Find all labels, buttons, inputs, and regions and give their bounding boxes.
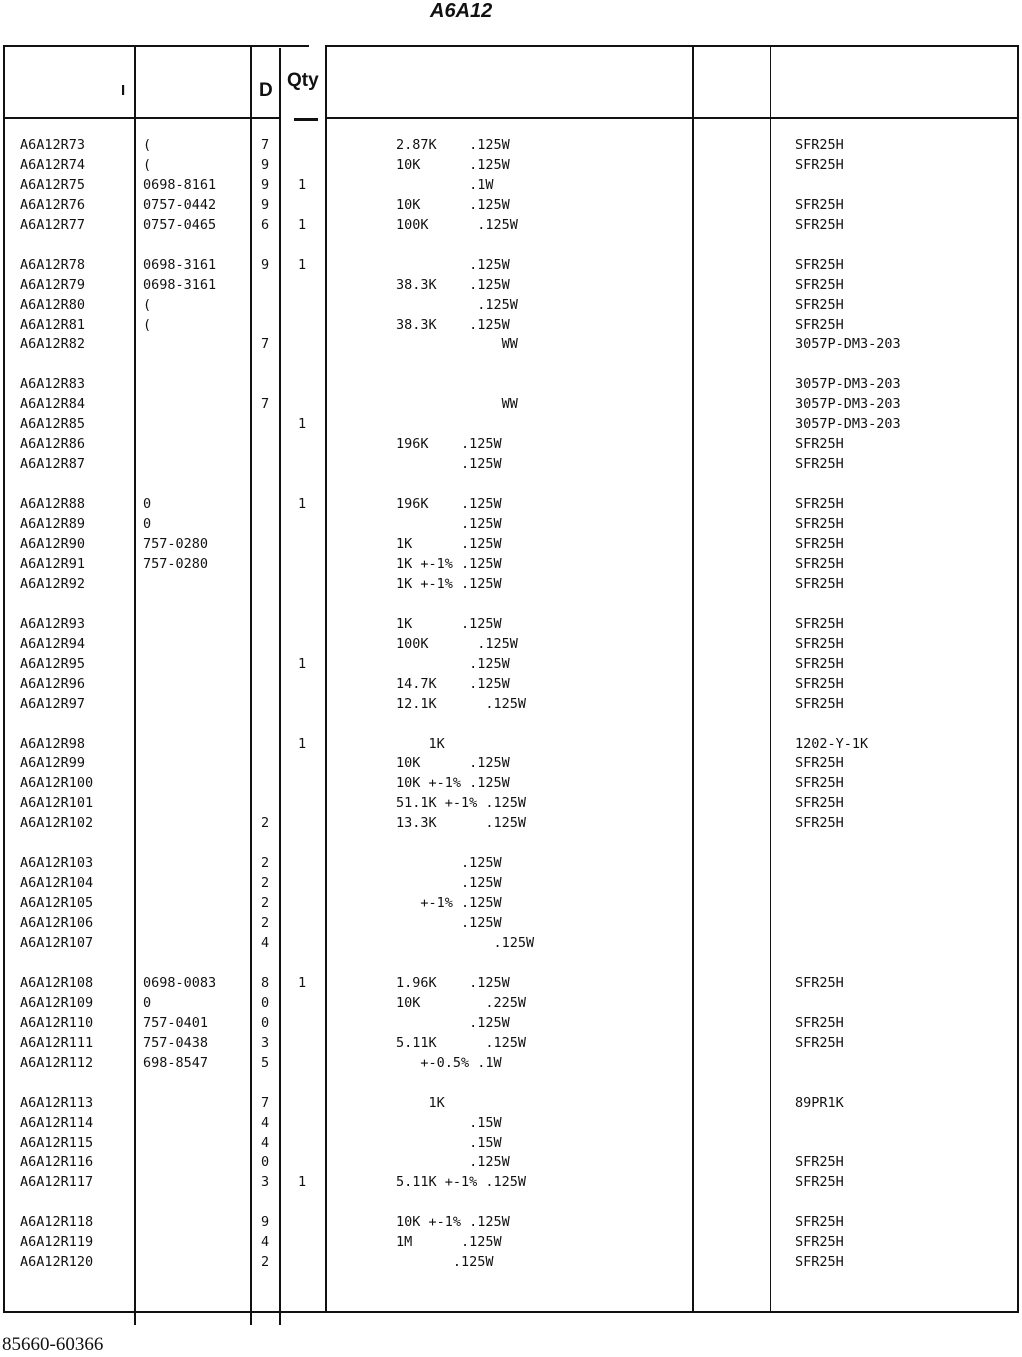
part-number-cell: 698-8547 (143, 1055, 209, 1071)
mfr-part-number-cell: SFR25H (795, 656, 844, 672)
reference-designator-cell: A6A12R80 (20, 297, 86, 313)
description-cell: +-0.5% .1W (396, 1055, 502, 1071)
description-cell: +-1% .125W (396, 895, 502, 911)
reference-designator-cell: A6A12R86 (20, 436, 86, 452)
reference-designator-cell: A6A12R100 (20, 775, 94, 791)
quantity-cell: 1 (298, 656, 307, 672)
description-cell: .125W (396, 516, 502, 532)
reference-designator-cell: A6A12R73 (20, 137, 86, 153)
description-cell: 1K .125W (396, 616, 502, 632)
mfr-part-number-cell: SFR25H (795, 1254, 844, 1270)
reference-designator-cell: A6A12R114 (20, 1115, 94, 1131)
header-col3-mark: D (259, 80, 273, 101)
check-digit-cell: 4 (261, 1234, 270, 1250)
mfr-part-number-cell: SFR25H (795, 516, 844, 532)
mfr-part-number-cell: SFR25H (795, 556, 844, 572)
reference-designator-cell: A6A12R107 (20, 935, 94, 951)
reference-designator-cell: A6A12R75 (20, 177, 86, 193)
description-cell: 1K .125W (396, 536, 502, 552)
mfr-part-number-cell: SFR25H (795, 456, 844, 472)
mfr-part-number-cell: SFR25H (795, 676, 844, 692)
description-cell: 2.87K .125W (396, 137, 510, 153)
reference-designator-cell: A6A12R89 (20, 516, 86, 532)
mfr-part-number-cell: SFR25H (795, 1035, 844, 1051)
quantity-cell: 1 (298, 177, 307, 193)
part-number-cell: 0 (143, 516, 152, 532)
mfr-part-number-cell: SFR25H (795, 277, 844, 293)
check-digit-cell: 8 (261, 975, 270, 991)
part-number-cell: 757-0401 (143, 1015, 209, 1031)
description-cell: .125W (396, 656, 510, 672)
description-cell: .125W (396, 297, 518, 313)
description-cell: 51.1K +-1% .125W (396, 795, 527, 811)
check-digit-cell: 0 (261, 995, 270, 1011)
reference-designator-cell: A6A12R78 (20, 257, 86, 273)
document-number: 85660-60366 (2, 1334, 104, 1355)
quantity-cell: 1 (298, 975, 307, 991)
check-digit-cell: 9 (261, 157, 270, 173)
part-number-cell: ( (143, 157, 152, 173)
mfr-part-number-cell: SFR25H (795, 696, 844, 712)
mfr-part-number-cell: SFR25H (795, 1154, 844, 1170)
mfr-part-number-cell: SFR25H (795, 317, 844, 333)
reference-designator-cell: A6A12R105 (20, 895, 94, 911)
mfr-part-number-cell: SFR25H (795, 137, 844, 153)
check-digit-cell: 2 (261, 875, 270, 891)
description-cell: 12.1K .125W (396, 696, 527, 712)
reference-designator-cell: A6A12R117 (20, 1174, 94, 1190)
part-number-cell: 757-0280 (143, 536, 209, 552)
description-cell: 1K +-1% .125W (396, 576, 502, 592)
reference-designator-cell: A6A12R102 (20, 815, 94, 831)
check-digit-cell: 3 (261, 1035, 270, 1051)
reference-designator-cell: A6A12R104 (20, 875, 94, 891)
reference-designator-cell: A6A12R106 (20, 915, 94, 931)
mfr-part-number-cell: SFR25H (795, 257, 844, 273)
check-digit-cell: 3 (261, 1174, 270, 1190)
reference-designator-cell: A6A12R103 (20, 855, 94, 871)
check-digit-cell: 9 (261, 177, 270, 193)
check-digit-cell: 9 (261, 197, 270, 213)
reference-designator-cell: A6A12R99 (20, 755, 86, 771)
mfr-part-number-cell: SFR25H (795, 1214, 844, 1230)
check-digit-cell: 7 (261, 396, 270, 412)
description-cell: .125W (396, 875, 502, 891)
mfr-part-number-cell: 89PR1K (795, 1095, 844, 1111)
quantity-cell: 1 (298, 736, 307, 752)
description-cell: 13.3K .125W (396, 815, 527, 831)
part-number-cell: 0757-0442 (143, 197, 217, 213)
description-cell: 10K .225W (396, 995, 527, 1011)
check-digit-cell: 4 (261, 1115, 270, 1131)
reference-designator-cell: A6A12R110 (20, 1015, 94, 1031)
description-cell: 1M .125W (396, 1234, 502, 1250)
mfr-part-number-cell: SFR25H (795, 436, 844, 452)
part-number-cell: 0 (143, 995, 152, 1011)
mfr-part-number-cell: SFR25H (795, 1234, 844, 1250)
part-number-cell: 0698-8161 (143, 177, 217, 193)
mfr-part-number-cell: 3057P-DM3-203 (795, 396, 901, 412)
part-number-cell: ( (143, 297, 152, 313)
mfr-part-number-cell: SFR25H (795, 217, 844, 233)
reference-designator-cell: A6A12R120 (20, 1254, 94, 1270)
check-digit-cell: 5 (261, 1055, 270, 1071)
mfr-part-number-cell: 1202-Y-1K (795, 736, 869, 752)
mfr-part-number-cell: 3057P-DM3-203 (795, 376, 901, 392)
quantity-cell: 1 (298, 257, 307, 273)
mfr-part-number-cell: SFR25H (795, 496, 844, 512)
description-cell: 10K .125W (396, 197, 510, 213)
check-digit-cell: 0 (261, 1154, 270, 1170)
reference-designator-cell: A6A12R93 (20, 616, 86, 632)
check-digit-cell: 7 (261, 1095, 270, 1111)
mfr-part-number-cell: SFR25H (795, 636, 844, 652)
check-digit-cell: 2 (261, 815, 270, 831)
header-qty-label: Qty (287, 70, 319, 91)
description-cell: .125W (396, 257, 510, 273)
part-number-cell: 757-0280 (143, 556, 209, 572)
mfr-part-number-cell: SFR25H (795, 197, 844, 213)
part-number-cell: 0698-3161 (143, 277, 217, 293)
description-cell: 196K .125W (396, 436, 502, 452)
description-cell: .125W (396, 1154, 510, 1170)
part-number-cell: 0 (143, 496, 152, 512)
description-cell: 10K .125W (396, 755, 510, 771)
reference-designator-cell: A6A12R82 (20, 336, 86, 352)
part-number-cell: 0698-0083 (143, 975, 217, 991)
mfr-part-number-cell: SFR25H (795, 795, 844, 811)
reference-designator-cell: A6A12R111 (20, 1035, 94, 1051)
quantity-cell: 1 (298, 416, 307, 432)
mfr-part-number-cell: SFR25H (795, 1174, 844, 1190)
reference-designator-cell: A6A12R85 (20, 416, 86, 432)
reference-designator-cell: A6A12R76 (20, 197, 86, 213)
reference-designator-cell: A6A12R108 (20, 975, 94, 991)
mfr-part-number-cell: SFR25H (795, 536, 844, 552)
reference-designator-cell: A6A12R91 (20, 556, 86, 572)
reference-designator-cell: A6A12R74 (20, 157, 86, 173)
quantity-cell: 1 (298, 217, 307, 233)
part-number-cell: 757-0438 (143, 1035, 209, 1051)
reference-designator-cell: A6A12R79 (20, 277, 86, 293)
mfr-part-number-cell: SFR25H (795, 157, 844, 173)
description-cell: .15W (396, 1115, 502, 1131)
reference-designator-cell: A6A12R115 (20, 1135, 94, 1151)
mfr-part-number-cell: SFR25H (795, 576, 844, 592)
description-cell: 196K .125W (396, 496, 502, 512)
reference-designator-cell: A6A12R97 (20, 696, 86, 712)
mfr-part-number-cell: 3057P-DM3-203 (795, 416, 901, 432)
part-number-cell: 0757-0465 (143, 217, 217, 233)
reference-designator-cell: A6A12R84 (20, 396, 86, 412)
reference-designator-cell: A6A12R98 (20, 736, 86, 752)
mfr-part-number-cell: SFR25H (795, 1015, 844, 1031)
reference-designator-cell: A6A12R92 (20, 576, 86, 592)
description-cell: .15W (396, 1135, 502, 1151)
reference-designator-cell: A6A12R88 (20, 496, 86, 512)
description-cell: .125W (396, 456, 502, 472)
page-title: A6A12 (430, 0, 493, 22)
description-cell: 10K +-1% .125W (396, 775, 510, 791)
reference-designator-cell: A6A12R81 (20, 317, 86, 333)
check-digit-cell: 7 (261, 336, 270, 352)
mfr-part-number-cell: SFR25H (795, 755, 844, 771)
reference-designator-cell: A6A12R118 (20, 1214, 94, 1230)
part-number-cell: ( (143, 137, 152, 153)
description-cell: 10K .125W (396, 157, 510, 173)
reference-designator-cell: A6A12R109 (20, 995, 94, 1011)
description-cell: 100K .125W (396, 217, 518, 233)
reference-designator-cell: A6A12R87 (20, 456, 86, 472)
reference-designator-cell: A6A12R96 (20, 676, 86, 692)
mfr-part-number-cell: SFR25H (795, 775, 844, 791)
description-cell: .1W (396, 177, 494, 193)
reference-designator-cell: A6A12R77 (20, 217, 86, 233)
description-cell: 38.3K .125W (396, 277, 510, 293)
description-cell: 14.7K .125W (396, 676, 510, 692)
check-digit-cell: 6 (261, 217, 270, 233)
reference-designator-cell: A6A12R116 (20, 1154, 94, 1170)
reference-designator-cell: A6A12R101 (20, 795, 94, 811)
part-number-cell: 0698-3161 (143, 257, 217, 273)
description-cell: WW (396, 336, 518, 352)
mfr-part-number-cell: SFR25H (795, 975, 844, 991)
reference-designator-cell: A6A12R112 (20, 1055, 94, 1071)
check-digit-cell: 9 (261, 1214, 270, 1230)
reference-designator-cell: A6A12R83 (20, 376, 86, 392)
description-cell: 100K .125W (396, 636, 518, 652)
description-cell: WW (396, 396, 518, 412)
check-digit-cell: 2 (261, 855, 270, 871)
description-cell: .125W (396, 1254, 494, 1270)
reference-designator-cell: A6A12R94 (20, 636, 86, 652)
mfr-part-number-cell: 3057P-DM3-203 (795, 336, 901, 352)
check-digit-cell: 2 (261, 915, 270, 931)
check-digit-cell: 4 (261, 1135, 270, 1151)
reference-designator-cell: A6A12R90 (20, 536, 86, 552)
description-cell: .125W (396, 915, 502, 931)
description-cell: 10K +-1% .125W (396, 1214, 510, 1230)
header-col1-mark: I (121, 82, 126, 99)
description-cell: .125W (396, 1015, 510, 1031)
check-digit-cell: 0 (261, 1015, 270, 1031)
mfr-part-number-cell: SFR25H (795, 297, 844, 313)
part-number-cell: ( (143, 317, 152, 333)
check-digit-cell: 2 (261, 1254, 270, 1270)
check-digit-cell: 7 (261, 137, 270, 153)
reference-designator-cell: A6A12R119 (20, 1234, 94, 1250)
check-digit-cell: 9 (261, 257, 270, 273)
description-cell: .125W (396, 855, 502, 871)
quantity-cell: 1 (298, 1174, 307, 1190)
check-digit-cell: 4 (261, 935, 270, 951)
description-cell: 38.3K .125W (396, 317, 510, 333)
reference-designator-cell: A6A12R95 (20, 656, 86, 672)
description-cell: .125W (396, 935, 535, 951)
mfr-part-number-cell: SFR25H (795, 815, 844, 831)
description-cell: 1K +-1% .125W (396, 556, 502, 572)
description-cell: 5.11K +-1% .125W (396, 1174, 527, 1190)
check-digit-cell: 2 (261, 895, 270, 911)
mfr-part-number-cell: SFR25H (795, 616, 844, 632)
quantity-cell: 1 (298, 496, 307, 512)
description-cell: 1K (396, 1095, 445, 1111)
reference-designator-cell: A6A12R113 (20, 1095, 94, 1111)
description-cell: 1K (396, 736, 445, 752)
description-cell: 1.96K .125W (396, 975, 510, 991)
description-cell: 5.11K .125W (396, 1035, 527, 1051)
